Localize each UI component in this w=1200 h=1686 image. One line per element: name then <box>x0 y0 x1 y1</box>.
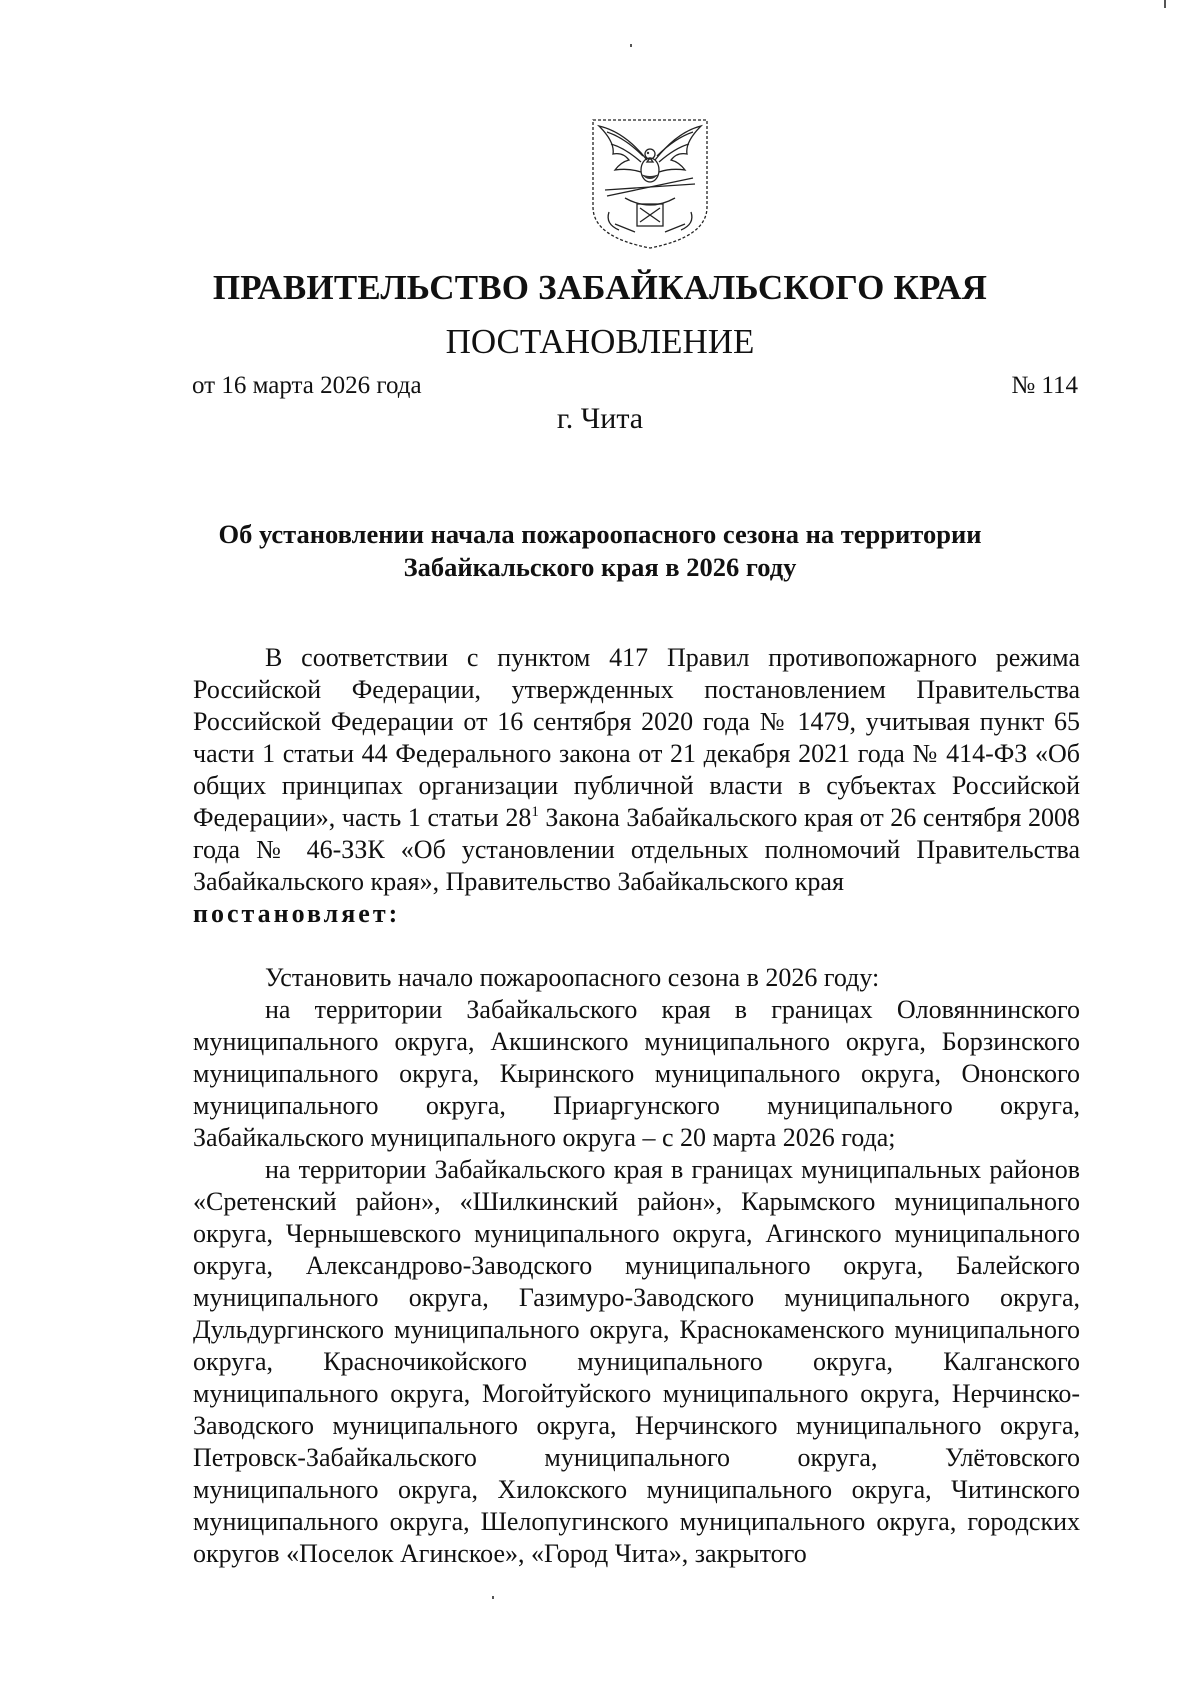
scan-speck <box>492 1596 494 1599</box>
superscript: 1 <box>531 804 539 820</box>
coat-of-arms-icon <box>585 112 715 252</box>
document-type: ПОСТАНОВЛЕНИЕ <box>445 322 755 361</box>
paragraph-1: Установить начало пожароопасного сезона в 2026 году: <box>265 963 880 992</box>
document-body <box>193 642 1080 1570</box>
preamble-text-continued: Закона Забайкальского края от 26 сентября 2008 года № 46-ЗЗК «Об установлении отдельных полномочий Правительства Забайкальского края», Правительство Забайкальского края <box>193 803 1080 896</box>
title-line-2: Забайкальского края в 2026 году <box>403 552 797 582</box>
scan-speck <box>630 44 632 47</box>
paragraph-2: на территории Забайкальского края в границах Оловяннинского муниципального округа, Акшинского муниципального округа, Борзинского муниципального округа, Кыринского муниципального округа, Ононского муниципального округа, Приаргунского муниципального округа, Забайкальского муниципального округа – с 20 марта 2026 года; <box>193 995 1080 1152</box>
document-date: от 16 марта 2026 года <box>192 372 422 399</box>
decision-word: постановляет: <box>193 899 401 928</box>
scan-speck <box>1164 0 1166 8</box>
organization-title: ПРАВИТЕЛЬСТВО ЗАБАЙКАЛЬСКОГО КРАЯ <box>212 268 988 307</box>
document-title <box>150 518 1050 584</box>
preamble-text: В соответствии с пунктом 417 Правил противопожарного режима Российской Федерации, утвержденных постановлением Правительства Российской Федерации от 16 сентября 2020 года № 1479, учитывая пункт 65 части 1 статьи 44 Федерального закона от 21 декабря 2021 года № 414-ФЗ «Об общих принципах организации публичной власти в субъектах Российской Федерации», часть 1 статьи 28 <box>193 643 1080 832</box>
document-city: г. Чита <box>556 402 644 435</box>
decision-paragraph <box>193 898 1080 930</box>
paragraph-3: на территории Забайкальского края в границах муниципальных районов «Сретенский район», «Шилкинский район», Карымского муниципального округа, Чернышевского муниципального округа, Агинского муниципального округа, Александрово-Заводского муниципального округа, Балейского муниципального округа, Газимуро-Заводского муниципального округа, Дульдургинского муниципального округа, Краснокаменского муниципального округа, Красночикойского муниципального округа, Калганского муниципального округа, Могойтуйского муниципального округа, Нерчинско-Заводского муниципального округа, Нерчинского муниципального округа, Петровск-Забайкальского муниципального округа, Улётовского муниципального округа, Хилокского муниципального округа, Читинского муниципального округа, Шелопугинского муниципального округа, городских округов «Поселок Агинское», «Город Чита», закрытого <box>193 1155 1080 1568</box>
document-number: № 114 <box>1011 372 1078 399</box>
preamble-paragraph <box>193 642 1080 898</box>
title-line-1: Об установлении начала пожароопасного сезона на территории <box>218 519 982 549</box>
